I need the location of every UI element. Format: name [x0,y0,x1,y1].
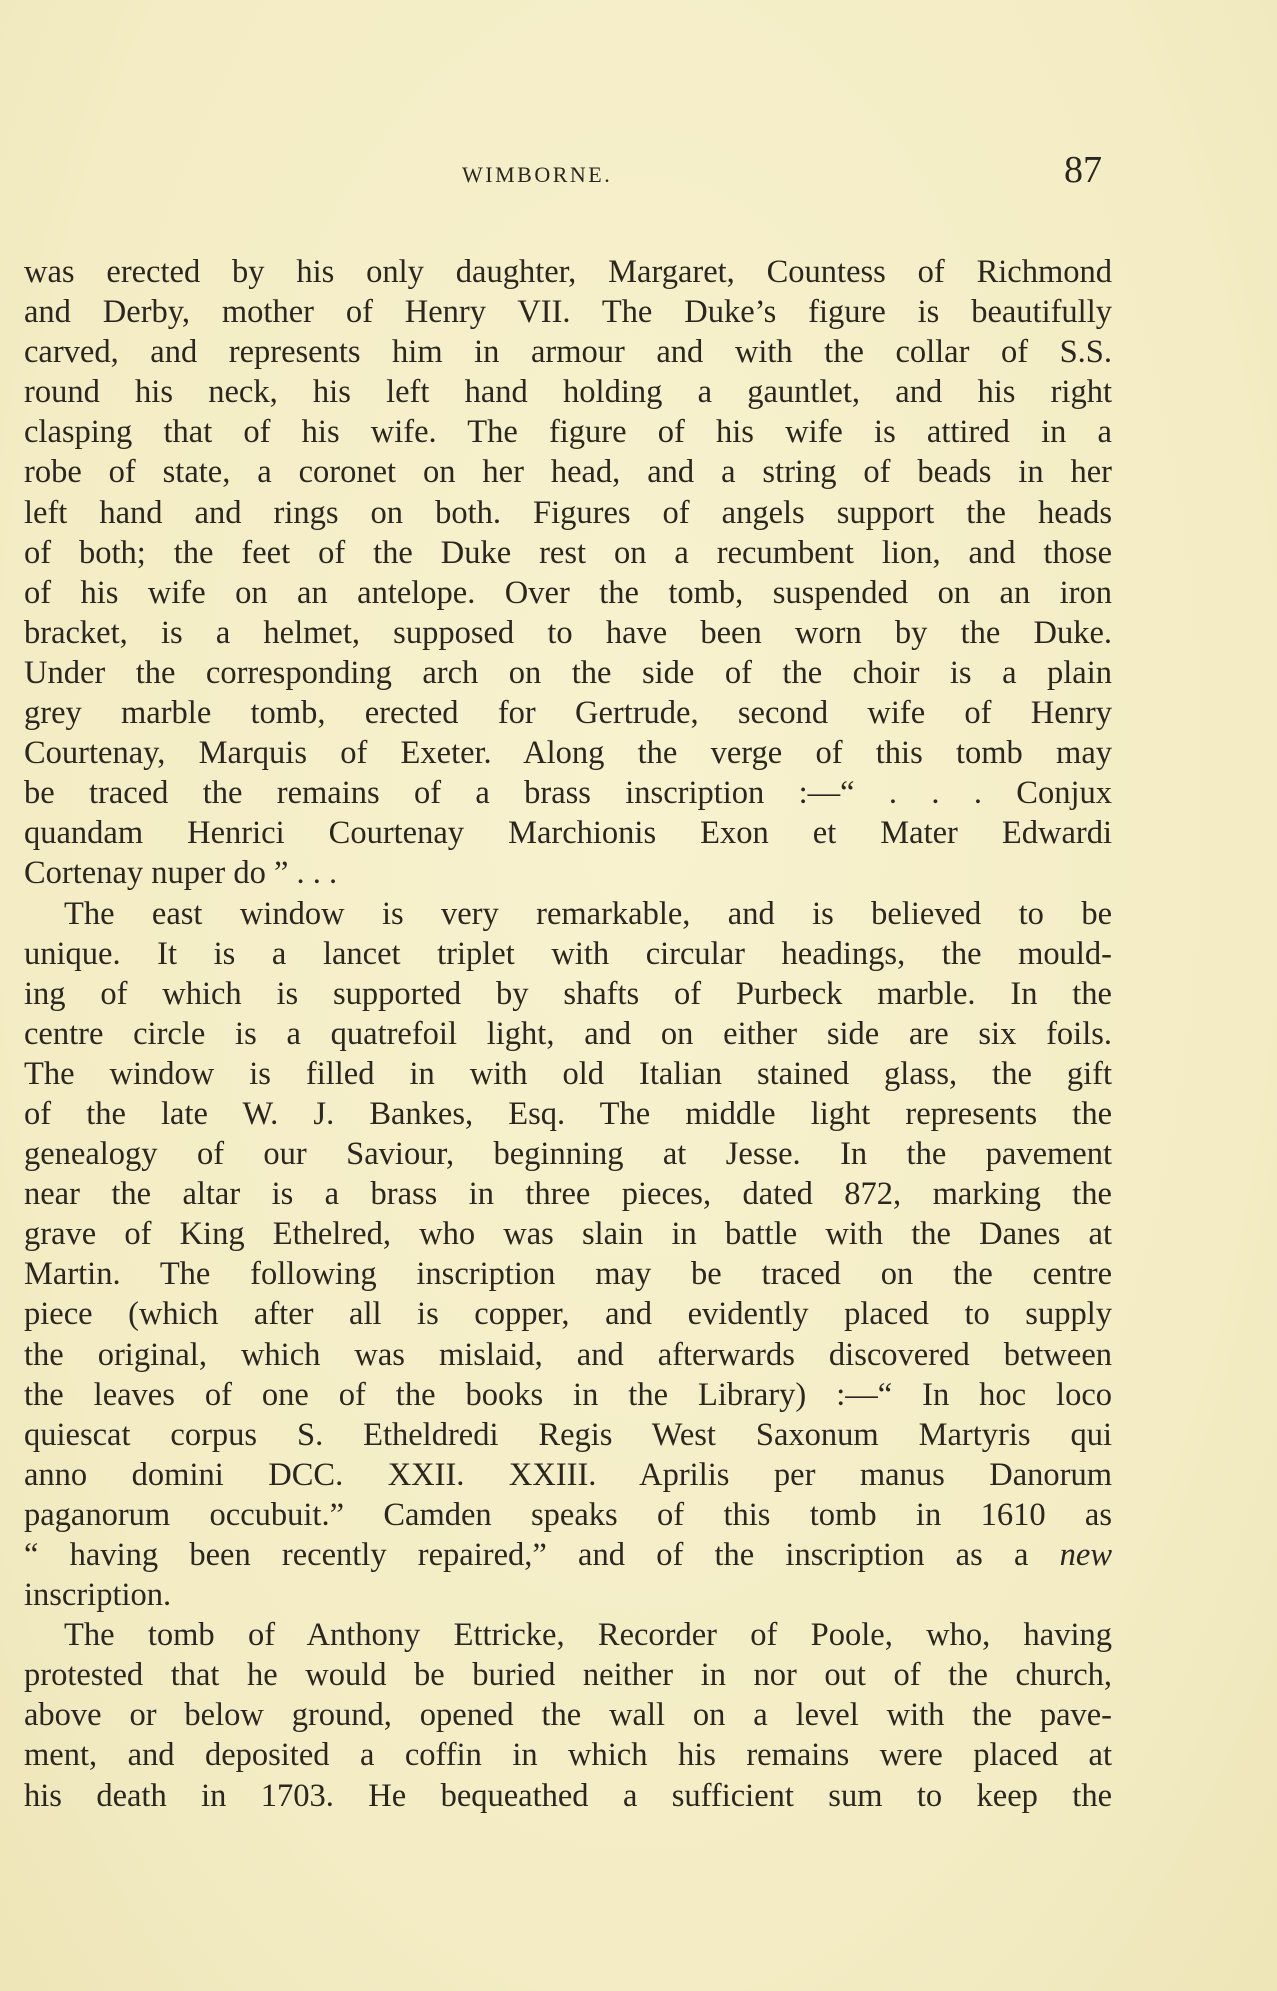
text-line: robe of state, a coronet on her head, and a string of beads in her [24,454,1112,491]
text-line: Cortenay nuper do ” . . . [24,855,338,892]
text-line: bracket, is a helmet, supposed to have been worn by the Duke. [24,614,1112,651]
page-number: 87 [1064,149,1102,191]
text-line: Under the corresponding arch on the side of the choir is a plain [24,654,1112,691]
paragraph [24,252,1112,894]
text-line: anno domini DCC. XXII. XXIII. Aprilis per manus Danorum [24,1456,1112,1493]
text-line: and Derby, mother of Henry VII. The Duke’s figure is beautifully [24,294,1112,331]
paragraph [24,1615,1112,1815]
text-line: centre circle is a quatrefoil light, and on either side are six foils. [24,1015,1112,1052]
text-line: piece (which after all is copper, and evidently placed to supply [24,1296,1112,1333]
text-line: The window is filled in with old Italian stained glass, the gift [24,1055,1112,1092]
text-line: be traced the remains of a brass inscription :—“ . . . Conjux [24,775,1112,812]
italic-word: new [1059,1537,1112,1573]
text-line: ment, and deposited a coffin in which his remains were placed at [24,1737,1112,1774]
text-line: near the altar is a brass in three pieces, dated 872, marking the [24,1176,1112,1213]
running-head: WIMBORNE. [462,162,613,187]
text-line: was erected by his only daughter, Margaret, Countess of Richmond [24,254,1112,290]
text-line: of both; the feet of the Duke rest on a recumbent lion, and those [24,534,1112,571]
text-line: The east window is very remarkable, and is believed to be [64,895,1112,932]
text-line: quiescat corpus S. Etheldredi Regis West Saxonum Martyris qui [24,1416,1112,1453]
text-line: grey marble tomb, erected for Gertrude, second wife of Henry [24,695,1112,732]
text-line: left hand and rings on both. Figures of angels support the heads [24,494,1112,531]
text-line: his death in 1703. He bequeathed a sufficient sum to keep the [24,1777,1112,1814]
text-line: protested that he would be buried neither in nor out of the church, [24,1657,1112,1694]
text-line: inscription. [24,1577,172,1614]
page-header [0,148,1277,208]
paragraph [24,894,1112,1616]
text-line: clasping that of his wife. The figure of his wife is attired in a [24,414,1112,451]
text-line: the original, which was mislaid, and afterwards discovered between [24,1336,1112,1373]
text-line: of the late W. J. Bankes, Esq. The middle light represents the [24,1095,1112,1132]
text-line: Martin. The following inscription may be traced on the centre [24,1256,1112,1293]
body-text [24,252,1112,1816]
text-line: Courtenay, Marquis of Exeter. Along the verge of this tomb may [24,735,1112,772]
text-line [24,1535,1112,1575]
text-line: of his wife on an antelope. Over the tomb, suspended on an iron [24,574,1112,611]
text-line: ing of which is supported by shafts of Purbeck marble. In the [24,975,1112,1012]
text-line: round his neck, his left hand holding a gauntlet, and his right [24,374,1112,411]
text-line: genealogy of our Saviour, beginning at Jesse. In the pavement [24,1136,1112,1173]
text-line: unique. It is a lancet triplet with circular headings, the mould- [24,935,1112,972]
text-line: The tomb of Anthony Ettricke, Recorder of Poole, who, having [64,1617,1112,1654]
text-line: quandam Henrici Courtenay Marchionis Exon et Mater Edwardi [24,815,1112,852]
text-line: the leaves of one of the books in the Library) :—“ In hoc loco [24,1376,1112,1413]
text-line: above or below ground, opened the wall on a level with the pave- [24,1697,1112,1734]
text-line: carved, and represents him in armour and with the collar of S.S. [24,334,1112,371]
text-line: paganorum occubuit.” Camden speaks of this tomb in 1610 as [24,1496,1112,1533]
text-fragment: “ having been recently repaired,” and of the inscription as a [24,1537,1029,1573]
text-line: grave of King Ethelred, who was slain in battle with the Danes at [24,1216,1112,1253]
